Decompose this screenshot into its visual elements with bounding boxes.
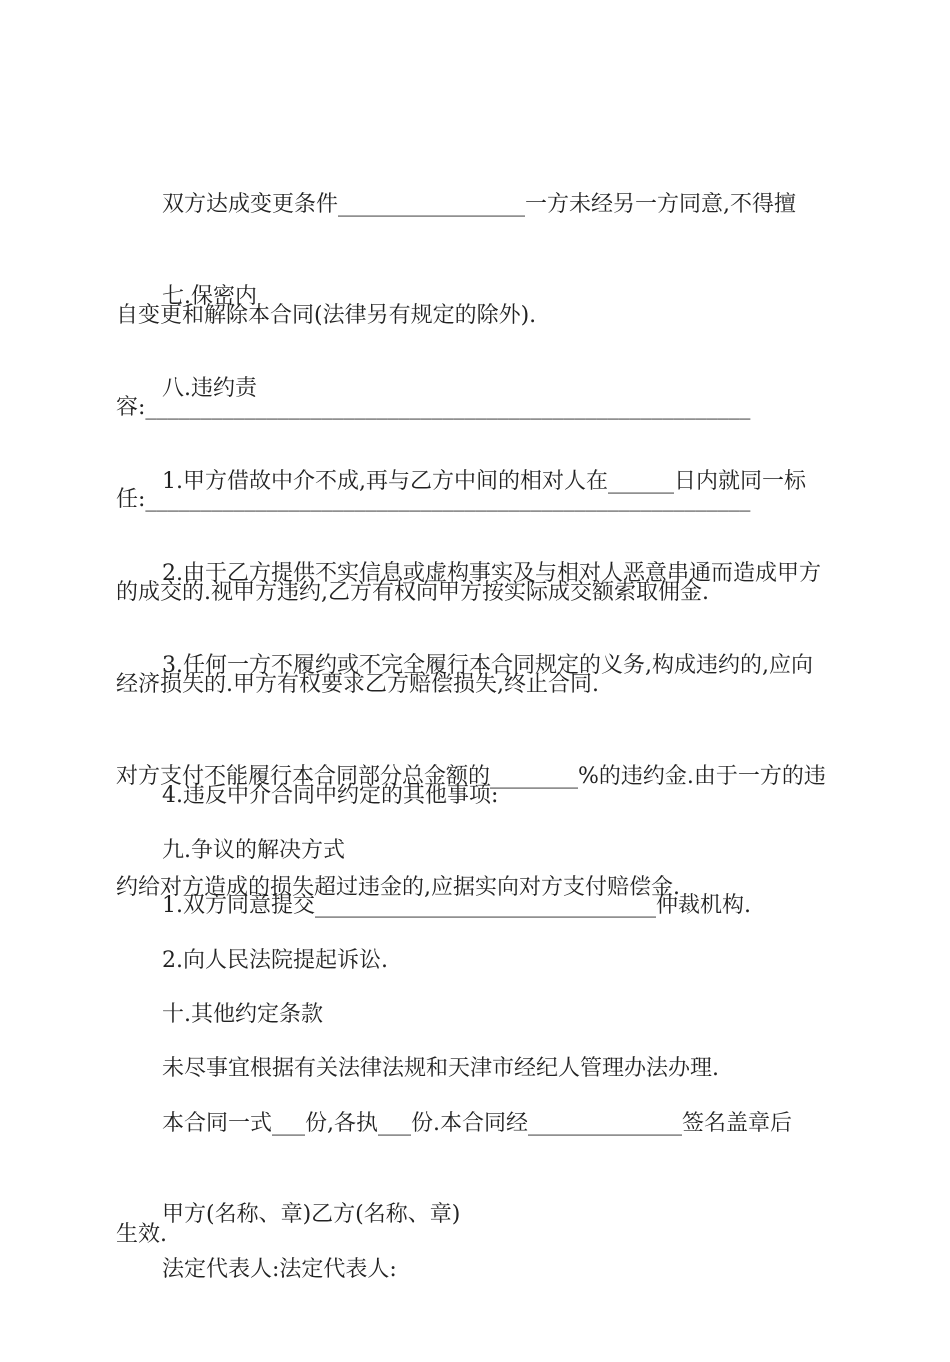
paragraph-line: 生效. (116, 1222, 167, 1247)
paragraph-line: 1.双方同意提交_______________________________仲裁机构. (162, 893, 751, 918)
paragraph-line: 的成交的.视甲方违约,乙方有权向甲方按实际成交额索取佣金. (116, 580, 709, 605)
paragraph-line: 双方达成变更条件_________________一方未经另一方同意,不得擅 (162, 192, 796, 217)
paragraph-line: 1.甲方借故中介不成,再与乙方中间的相对人在______日内就同一标 (162, 469, 806, 494)
section-heading: 七.保密内 (162, 284, 257, 309)
paragraph-line: 约给对方造成的损失超过违金的,应据实向对方支付赔偿金. (116, 875, 680, 900)
paragraph-line: 任:_______________________________________________________ (116, 487, 751, 512)
paragraph-line: 本合同一式___份,各执___份.本合同经______________签名盖章后 (162, 1111, 792, 1136)
paragraph-line: 2.向人民法院提起诉讼. (162, 948, 388, 973)
paragraph-line: 甲方(名称、章)乙方(名称、章) (162, 1202, 461, 1227)
section-heading: 十.其他约定条款 (162, 1002, 323, 1027)
paragraph-line: 对方支付不能履行本合同部分总金额的________%的违约金.由于一方的违 (116, 764, 826, 789)
paragraph-line: 容:_______________________________________________________ (116, 395, 751, 420)
section-heading: 八.违约责 (162, 376, 257, 401)
signature-representatives (116, 1177, 836, 1362)
paragraph-line: 经济损失的.甲方有权要求乙方赔偿损失,终止合同. (116, 672, 599, 697)
paragraph-line: 自变更和解除本合同(法律另有规定的除外). (116, 303, 537, 328)
paragraph-line: 4.违反中介合同中约定的其他事项: (162, 783, 499, 808)
section-heading: 九.争议的解决方式 (162, 838, 345, 863)
paragraph-line: 法定代表人:法定代表人: (162, 1257, 397, 1282)
paragraph-line: 3.任何一方不履约或不完全履行本合同规定的义务,构成违约的,应向 (162, 653, 813, 678)
paragraph-line: 未尽事宜根据有关法律法规和天津市经纪人管理办法办理. (162, 1056, 719, 1081)
paragraph-line: 2.由于乙方提供不实信息或虚构事实及与相对人恶意串通而造成甲方 (162, 561, 821, 586)
